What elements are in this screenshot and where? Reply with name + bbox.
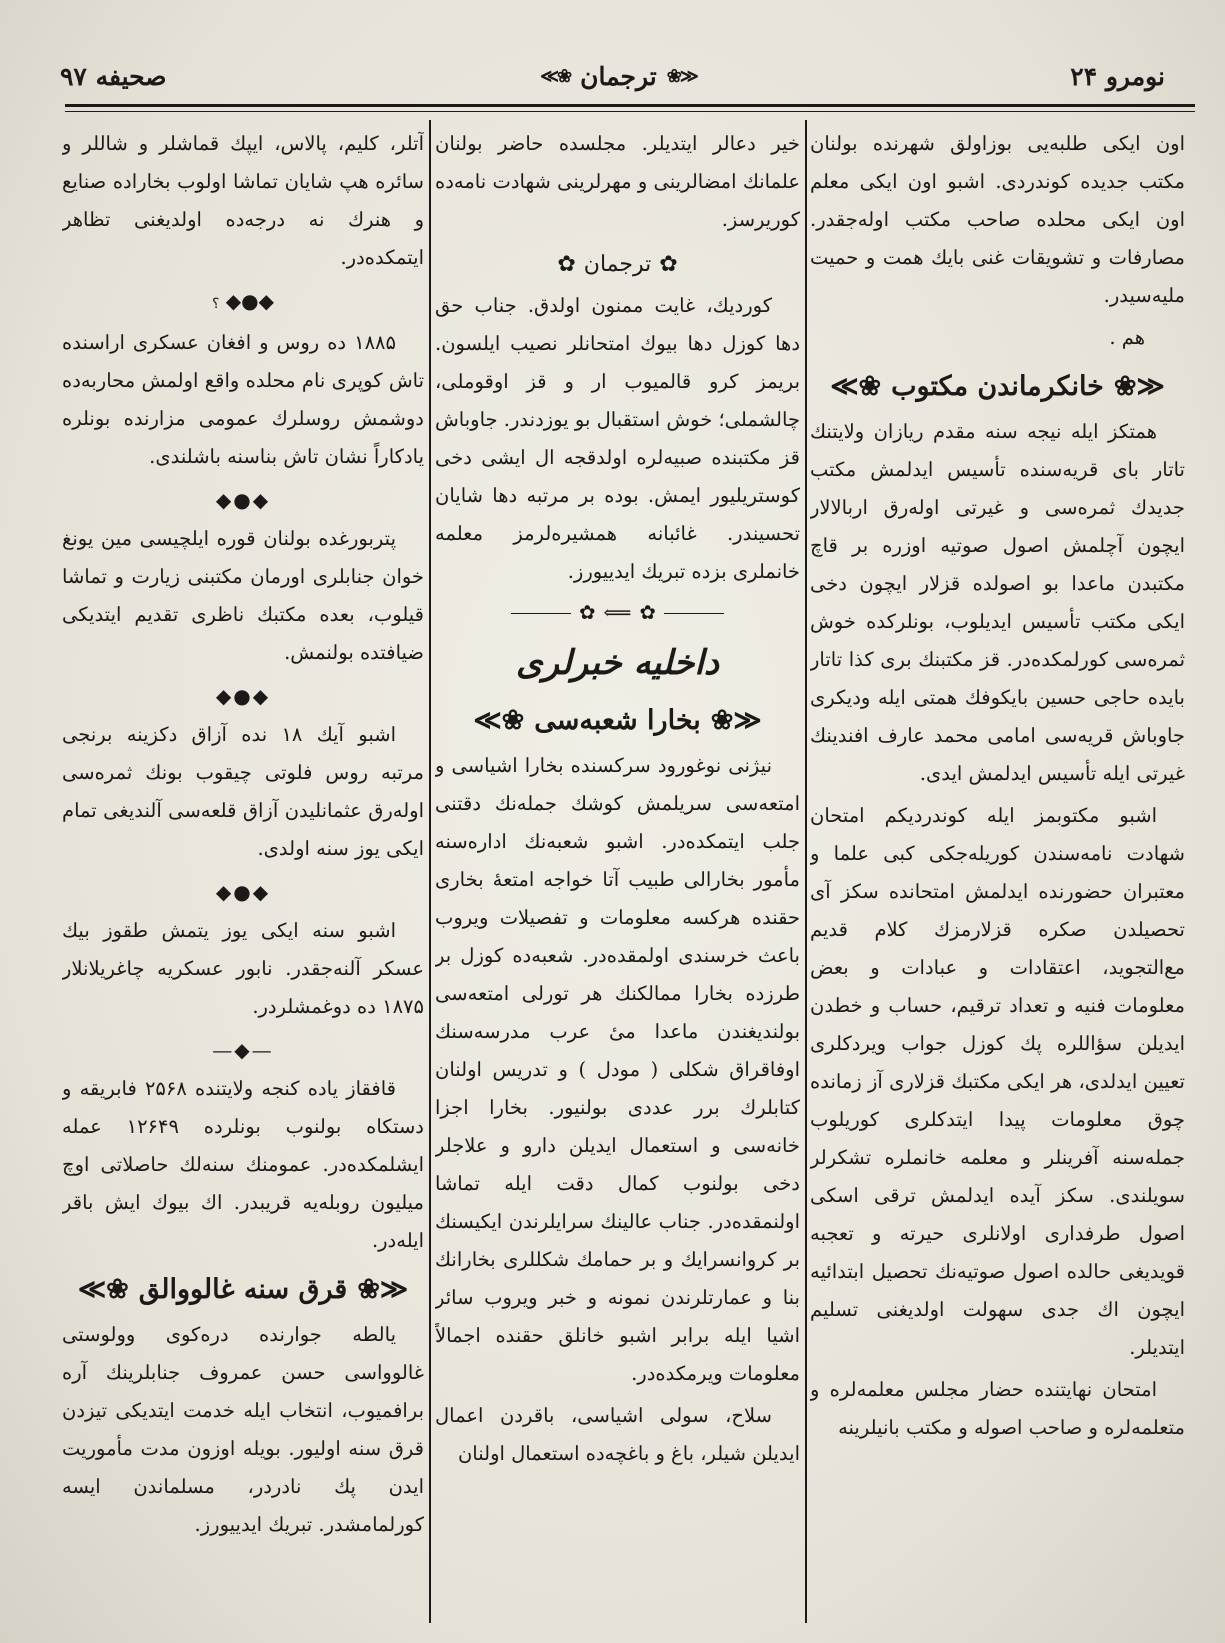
- news-separator: [62, 676, 424, 716]
- ornament-icon: ◆●◆: [215, 684, 271, 708]
- header-rule-thin: [65, 111, 1195, 112]
- ornament-icon: ❀≫: [540, 65, 571, 87]
- ornament-icon: ◆●◆: [215, 880, 271, 904]
- article-paragraph: همتکز ایله نیجه سنه مقدم ریازان ولایتنك تاتار بای قریه‌سنده تأسیس ایدلمش مکتب جدیدك ثمره‌سی و غیرتی اوله‌رق اربالالار ایچون آچلمش اصول صوتیه اوزره بر قاچ مکتبدن ماعدا بو اصولده قزلار ایچون دخی ایکی مکتب تأسیس ایدیلوب، بونلرکده خوش ثمره‌سی کورلمکده‌در. قز مکتبنك بری کذا تاتار بایده حاجی حسین بایکوفك همتی ایله ودیکری جاوباش قریه‌سی امامی محمد عارف افندینك غیرتی ایله تأسیس ایدلمش ایدی.: [810, 420, 1185, 785]
- heading-text: ترجمان: [583, 252, 652, 277]
- signature: هم .: [1109, 326, 1145, 349]
- column-right: [810, 125, 1185, 1623]
- header-rule: [65, 104, 1195, 107]
- ornament-icon: ◆●◆: [225, 289, 274, 313]
- ornament-icon: ❀≫: [830, 371, 882, 402]
- section-divider: [435, 595, 800, 631]
- article-paragraph: سلاح، سولی اشیاسی، باقردن اعمال ایدیلن شیلر، باغ و باغچه‌ده استعمال اولنان: [435, 1404, 800, 1465]
- ornament-icon: ❀≫: [473, 705, 525, 736]
- ornament-icon: ⟸: [603, 601, 632, 624]
- news-separator: [62, 872, 424, 912]
- article-heading: [435, 695, 800, 747]
- section-title: داخلیه خبرلری: [516, 643, 719, 683]
- page-number: صحیفه ۹۷: [60, 61, 167, 91]
- ornament-icon: ≪❀: [357, 1274, 409, 1305]
- heading-text: قرق سنه غالووالق: [138, 1274, 348, 1305]
- news-separator: [62, 281, 424, 324]
- ornament-icon: ✿: [557, 252, 576, 277]
- article-paragraph: کوردیك، غایت ممنون اولدق. جناب حق دها کوزل دها بیوك امتحانلر نصیب ایلسون. بریمز کرو قالمیوب ار و قز اوقوملی، چالشملی؛ خوش استقبال بو یوزدندر. جاوباش قز مکتبنده صبیه‌لره اولدقجه ال ایشی دخی کوستریلیور ایمش. بوده بر مرتبه دها شایان تحسیندر. غائبانه همشیره‌لرمز معلمه خانملری بزده تبریك ایدییورز.: [435, 294, 800, 583]
- news-separator: [62, 480, 424, 520]
- article-paragraph: اون ایکی طلبه‌یی بوزاولق شهرنده بولنان مکتب جدیده کوندردی. اشبو اون ایکی معلم اون ایکی محلده صاحب مکتب اوله‌جقدر. مصارفات و تشویقات غنی بایك همت و حمیت ملیه‌سیدر.: [810, 132, 1185, 307]
- stray-mark: ؟: [211, 296, 220, 312]
- divider-line: [664, 613, 724, 614]
- article-heading: [62, 1264, 424, 1316]
- column-divider: [429, 120, 431, 1623]
- page-header: [60, 55, 1165, 97]
- ornament-icon: ✿: [579, 601, 596, 624]
- heading-text: بخارا شعبه‌سی: [534, 705, 701, 736]
- column-middle: [435, 125, 800, 1623]
- article-heading: [810, 361, 1185, 413]
- article-paragraph: نیژنی نوغورود سرکسنده بخارا اشیاسی و امتعه‌سی سریلمش کوشك جمله‌نك دقتنی جلب ایتمکده‌در. اشبو شعبه‌نك اداره‌سنه مأمور بخارالی طبیب آتا خواجه امتعهٔ بخاری حقنده هرکسه معلومات و تفصیلات ویروب باعث خرسندی اولمقده‌در. شعبه‌ده کوزل بر طرزده بخارا ممالکنك هر تورلی امتعه‌سی بولندیغندن ماعدا میٔ عرب مدرسه‌سنك اوفاقراق شکلی ( مودل ) و تدریس اولنان کتابلرك برر عددی بولنیور. بخارا اجزا خانه‌سی و استعمال ایدیلن دارو و علاجلر دخی بولنوب کمال دقت ایله تماشا اولنمقده‌در. جناب عالینك سرایلرندن ایکیسنك بر کروانسرایك و بر حمامك شکللری بخارانك بنا و عمارتلرندن نمونه و خبر ویروب سائر اشیا ایله برابر اشبو خانلق حقنده اجمالاً معلومات ویرمکده‌در.: [435, 754, 800, 1385]
- ornament-icon: —◆—: [212, 1038, 274, 1062]
- masthead: [540, 62, 697, 91]
- issue-number: نومرو ۲۴: [1070, 61, 1165, 91]
- ornament-icon: ◆●◆: [215, 488, 271, 512]
- article-paragraph: امتحان نهایتنده حضار مجلس معلمه‌لره و متعلمه‌لره و صاحب اصوله و مکتب بانیلرینه: [810, 1378, 1185, 1439]
- masthead-title: ترجمان: [580, 61, 657, 91]
- article-paragraph: یالطه جوارنده دره‌کوی وولوستی غالوواسی حسن عمروف جنابلرینك آره برافمیوب، انتخاب ایله خدمت ایتدیکی تیزدن قرق سنه اولیور. بویله اوزون مدت مأموریت ایدن پك نادردر، مسلماندن ایسه کورلمامشدر. تبریك ایدییورز.: [62, 1323, 424, 1536]
- article-paragraph: آتلر، کلیم، پالاس، ایپك قماشلر و شاللر و سائره هپ شایان تماشا اولوب بخاراده صنایع و هنرك نه درجه‌ده اولدیغنی تظاهر ایتمکده‌در.: [62, 132, 424, 269]
- article-paragraph: اشبو مکتوبمز ایله کوندردیکم امتحان شهادت نامه‌سندن کوریله‌جکی کبی علما و معتبران حضورنده ایدلمش امتحانده سکز آی تحصیلدن صکره قزلارمزك کلام قدیم مع‌التجوید، اعتقادات و عبادات و بعض معلومات فنیه و تعداد ترقیم، حساب و خطدن ایدیلن سؤاللره پك کوزل جواب ویردکلری تعیین ایدلدی، هر ایکی مکتبك قزلاری آز زمانده چوق معلومات پیدا ایتدکلری کوریلوب جمله‌سنه آفرینلر و معلمه خانملره تشکرلر سویلندی. سکز آیده ایدلمش ترقی اسکی اصول طرفداری اولانلری حیرته و تعجبه قویدیغی حالده اصول صوتیه‌نك تحصیل ابتدائیه ایچون اك جدی سهولت اولدیغنی تسلیم ایتدیلر.: [810, 804, 1185, 1359]
- ornament-icon: ✿: [659, 252, 678, 277]
- editor-note-heading: [435, 243, 800, 287]
- column-divider: [805, 120, 807, 1623]
- article-paragraph: اشبو آیك ۱۸ نده آزاق دکزینه برنجی مرتبه روس فلوتی چیقوب بونك ثمره‌سی اوله‌رق عثمانلیدن آزاق قلعه‌سی آلندیغی تمام ایکی یوز سنه اولدی.: [62, 723, 424, 860]
- ornament-icon: ≪❀: [710, 705, 762, 736]
- divider-line: [511, 613, 571, 614]
- ornament-icon: ≪❀: [666, 65, 697, 87]
- article-paragraph: اشبو سنه ایکی یوز یتمش طقوز بیك عسکر آلنه‌جقدر. نابور عسکریه چاغریلانلار ۱۸۷۵ ده دوغمشلردر.: [62, 919, 424, 1018]
- ornament-icon: ✿: [639, 601, 656, 624]
- article-paragraph: قافقاز یاده کنجه ولایتنده ۲۵۶۸ فابریقه و دستکاه بولنوب بونلرده ۱۲۶۴۹ عمله ایشلمکده‌در. عمومنك سنه‌لك حاصلاتی اوچ میلیون روبله‌یه قریبدر. اك بیوك ایش باقر ایله‌در.: [62, 1077, 424, 1252]
- news-separator: [62, 1030, 424, 1070]
- ornament-icon: ≪❀: [1113, 371, 1165, 402]
- heading-text: خانکرماندن مکتوب: [891, 371, 1104, 402]
- article-paragraph: پتربورغده بولنان قوره ایلچیسی مین یونغ خوان جنابلری اورمان مکتبنی زیارت و تماشا قیلوب، بعده مکتبك ناظری تقدیم ایتدیکی ضیافتده بولنمش.: [62, 527, 424, 664]
- ornament-icon: ❀≫: [77, 1274, 129, 1305]
- column-left: [62, 125, 424, 1623]
- article-paragraph: ۱۸۸۵ ده روس و افغان عسکری اراسنده تاش کوپری نام محلده واقع اولمش محاربه‌ده دوشمش روسلرك عمومی مزارنده بونلره یادکاراً نشان تاش بناسنه باشلندی.: [62, 331, 424, 468]
- article-paragraph: خیر دعالر ایتدیلر. مجلسده حاضر بولنان علمانك امضالرینی و مهرلرینی شهادت نامه‌ده کوریرسز.: [435, 132, 800, 231]
